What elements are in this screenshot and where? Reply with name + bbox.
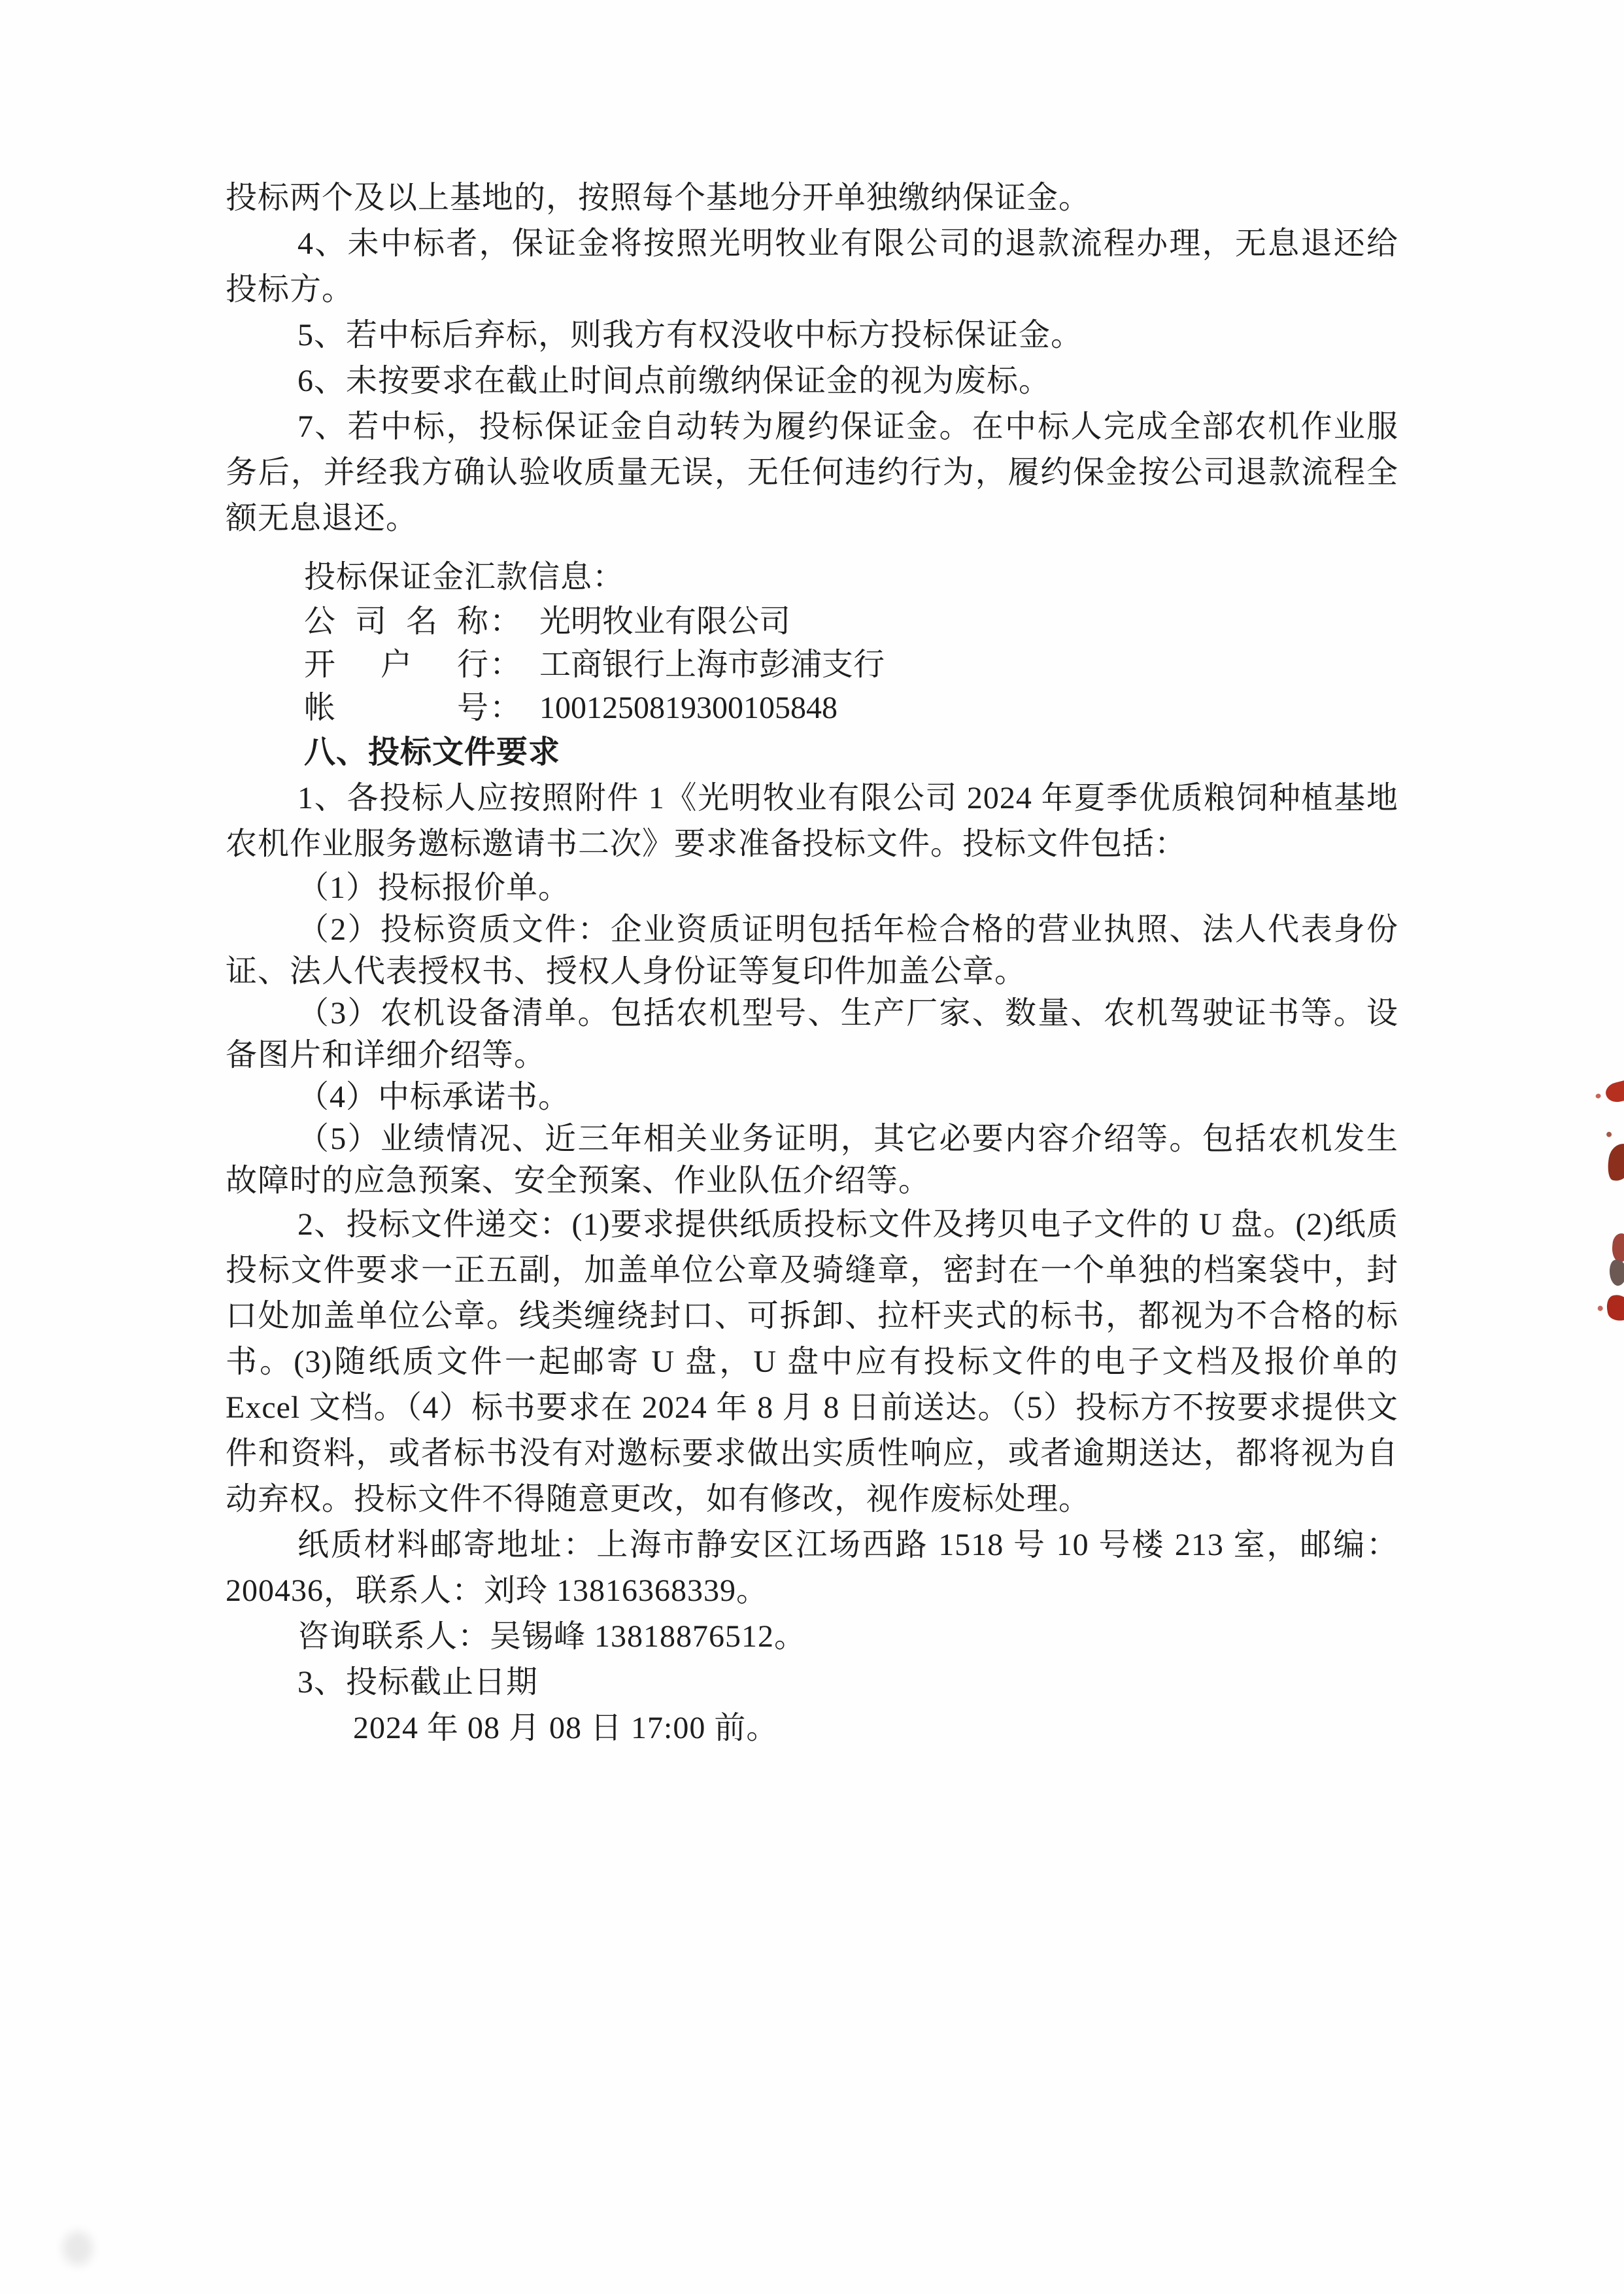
remittance-row-bank xyxy=(304,643,1398,687)
inquiry-contact-paragraph: 咨询联系人：吴锡峰 13818876512。 xyxy=(297,1619,807,1654)
paragraph-item-4: 4、未中标者，保证金将按照光明牧业有限公司的退款流程办理，无息退还给投标方。 xyxy=(226,226,1398,307)
bank-label: 开 户 行 xyxy=(304,647,488,682)
account-number-value: 1001250819300105848 xyxy=(539,691,838,725)
checklist-item-3: （3）农机设备清单。包括农机型号、生产厂家、数量、农机驾驶证书等。设备图片和详细介绍等。 xyxy=(226,996,1398,1072)
bank-value: 工商银行上海市彭浦支行 xyxy=(539,647,885,682)
company-name-label: 公 司 名 称 xyxy=(304,604,488,639)
paragraph-item-7: 7、若中标，投标保证金自动转为履约保证金。在中标人完成全部农机作业服务后，并经我方确认验收质量无误，无任何违约行为，履约保金按公司退款流程全额无息退还。 xyxy=(226,409,1398,536)
red-seal-fragment-icon xyxy=(1605,1293,1624,1322)
colon: ： xyxy=(490,647,522,682)
deadline-date: 2024 年 08 月 08 日 17:00 前。 xyxy=(353,1711,779,1745)
section-8-paragraph-2: 2、投标文件递交：(1)要求提供纸质投标文件及拷贝电子文件的 U 盘。(2)纸质投标文件要求一正五副，加盖单位公章及骑缝章，密封在一个单独的档案袋中，封口处加盖单位公章。线类缠绕封口、可拆卸、拉杆夹式的标书，都视为不合格的标书。(3)随纸质文件一起邮寄 U 盘，U 盘中应有投标文件的电子文档及报价单的 Excel 文档。（4）标书要求在 2024 年 8 月 8 日前送达。（5）投标方不按要求提供文件和资料，或者标书没有对邀标要求做出实质性响应，或者逾期送达，都将视为自动弃权。投标文件不得随意更改，如有修改，视作废标处理。 xyxy=(226,1207,1398,1516)
checklist-item-2: （2）投标资质文件：企业资质证明包括年检合格的营业执照、法人代表身份证、法人代表授权书、授权人身份证等复印件加盖公章。 xyxy=(226,912,1398,989)
scan-smudge-artifact xyxy=(63,2231,93,2265)
paragraph-item-5: 5、若中标后弃标，则我方有权没收中标方投标保证金。 xyxy=(297,318,1083,352)
section-8-paragraph-1: 1、各投标人应按照附件 1《光明牧业有限公司 2024 年夏季优质粮饲种植基地农机作业服务邀标邀请书二次》要求准备投标文件。投标文件包括： xyxy=(226,781,1398,861)
remittance-row-company-name xyxy=(304,600,1398,643)
paragraph-item-6: 6、未按要求在截止时间点前缴纳保证金的视为废标。 xyxy=(297,364,1051,398)
checklist-item-5: （5）业绩情况、近三年相关业务证明，其它必要内容介绍等。包括农机发生故障时的应急预案、安全预案、作业队伍介绍等。 xyxy=(226,1121,1398,1198)
deadline-heading: 3、投标截止日期 xyxy=(297,1665,539,1700)
red-seal-fragment-icon xyxy=(1605,1142,1624,1183)
red-seal-fragment-icon xyxy=(1611,1233,1624,1263)
bid-document-checklist xyxy=(226,867,1398,1202)
checklist-item-1: （1）投标报价单。 xyxy=(297,870,571,905)
remittance-title: 投标保证金汇款信息： xyxy=(304,560,625,594)
red-seal-fragment-icon xyxy=(1604,1080,1624,1104)
account-number-label: 帐 号 xyxy=(304,691,488,725)
paragraph-continuation: 投标两个及以上基地的，按照每个基地分开单独缴纳保证金。 xyxy=(226,180,1091,215)
company-name-value: 光明牧业有限公司 xyxy=(539,604,791,639)
colon: ： xyxy=(490,604,522,639)
red-seal-fragment-icon xyxy=(1608,1258,1624,1287)
remittance-row-account-number xyxy=(304,687,1398,730)
section-8-heading: 八、投标文件要求 xyxy=(304,735,561,770)
document-body xyxy=(226,175,1398,1751)
mailing-address-paragraph: 纸质材料邮寄地址：上海市静安区江场西路 1518 号 10 号楼 213 室，邮编：200436，联系人：刘玲 13816368339。 xyxy=(226,1528,1398,1608)
deposit-remittance-info xyxy=(226,555,1398,730)
checklist-item-4: （4）中标承诺书。 xyxy=(297,1080,571,1114)
colon: ： xyxy=(490,691,522,725)
